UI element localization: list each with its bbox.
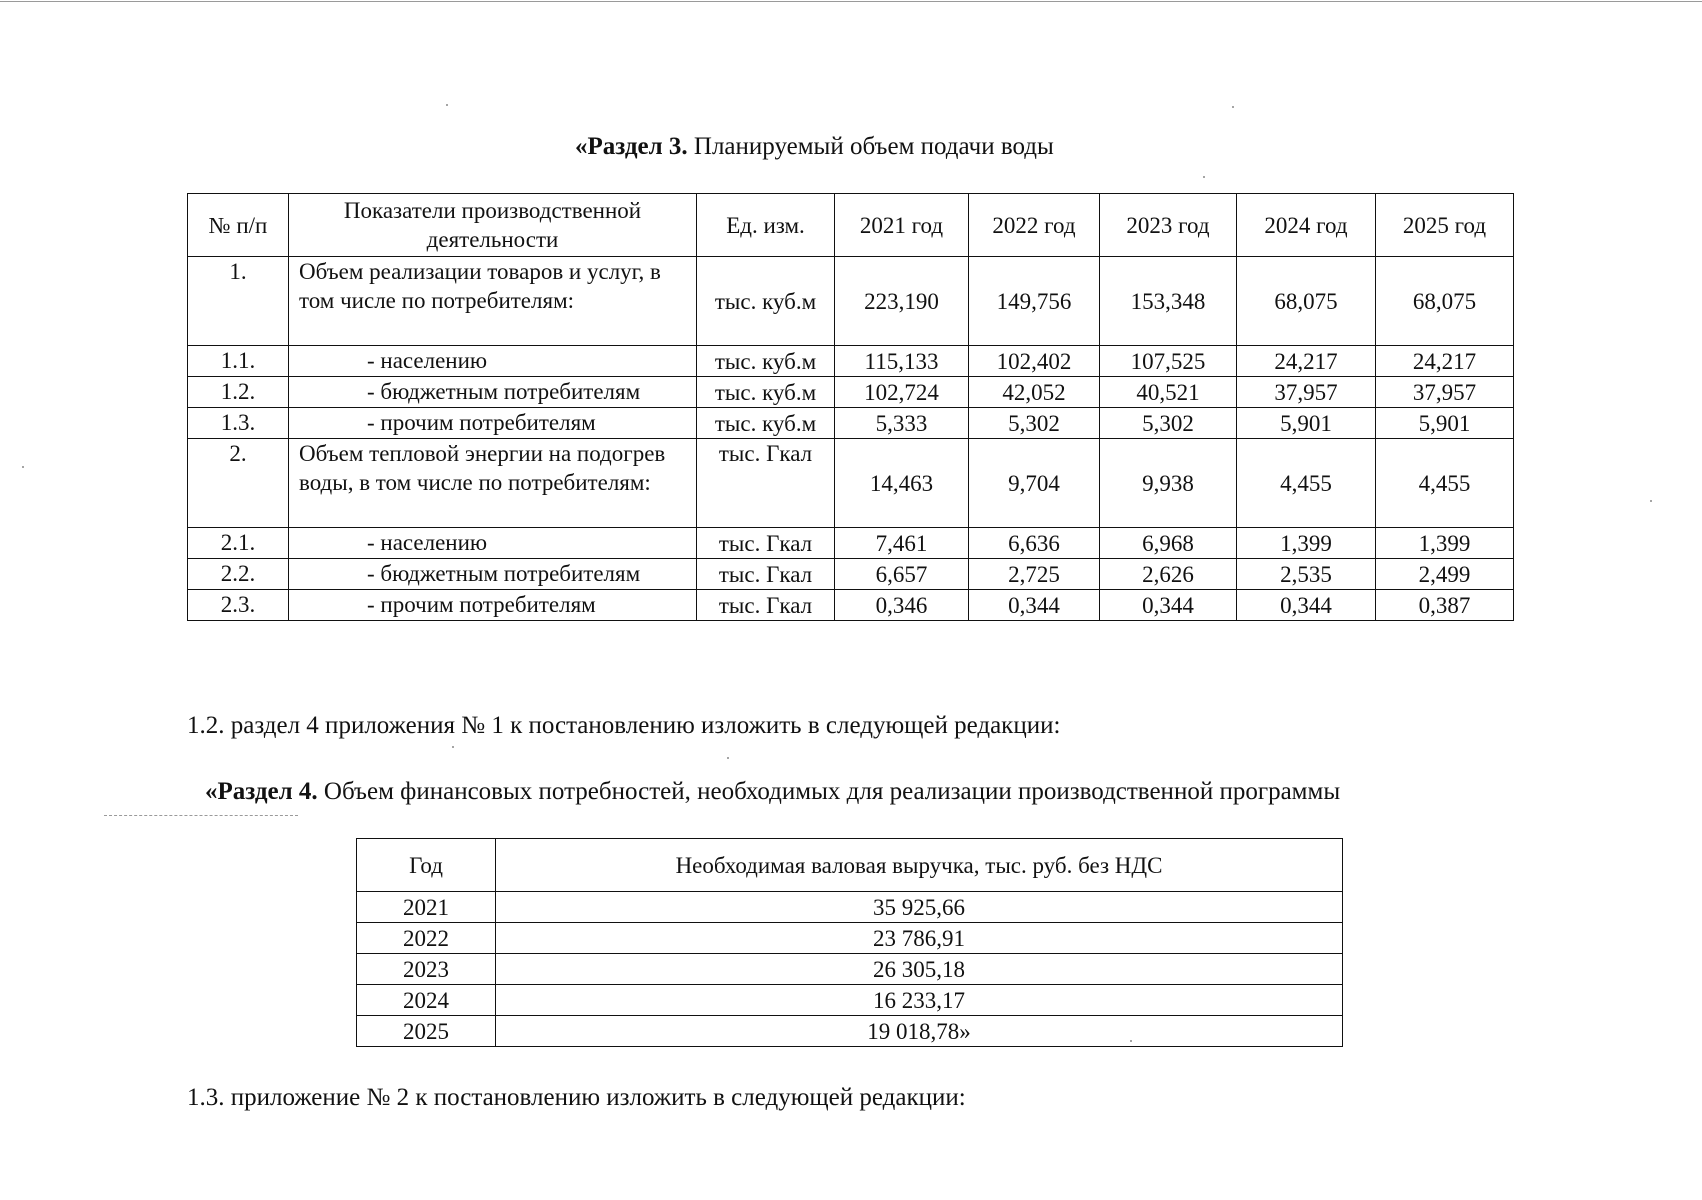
- value-cell: 5,901: [1237, 408, 1376, 439]
- value-cell: 6,657: [835, 559, 969, 590]
- value-cell: 2,535: [1237, 559, 1376, 590]
- value-cell: 149,756: [969, 257, 1100, 346]
- row-unit: тыс. куб.м: [697, 377, 835, 408]
- row-indicator: - населению: [289, 346, 697, 377]
- value-cell: 6,968: [1100, 528, 1237, 559]
- value-cell: 7,461: [835, 528, 969, 559]
- scan-speck: [1650, 500, 1652, 502]
- row-number: 1.3.: [188, 408, 289, 439]
- header-cell: Ед. изм.: [697, 194, 835, 257]
- row-indicator: - бюджетным потребителям: [289, 559, 697, 590]
- scan-top-edge: [0, 1, 1702, 2]
- table-row: [357, 923, 1343, 954]
- financial-needs-table: [356, 838, 1343, 1047]
- year-cell: 2025: [357, 1016, 496, 1047]
- header-cell: 2025 год: [1376, 194, 1514, 257]
- value-cell: 37,957: [1376, 377, 1514, 408]
- value-cell: 1,399: [1237, 528, 1376, 559]
- section-4-heading: [205, 779, 1340, 804]
- scan-speck: [452, 746, 454, 748]
- section-3-prefix: «Раздел 3.: [575, 133, 688, 160]
- row-unit: тыс. куб.м: [697, 408, 835, 439]
- value-cell: 14,463: [835, 439, 969, 528]
- row-number: 2.3.: [188, 590, 289, 621]
- scan-speck: [446, 104, 448, 106]
- row-number: 2.2.: [188, 559, 289, 590]
- value-cell: 0,344: [1237, 590, 1376, 621]
- scan-speck: [1203, 176, 1205, 178]
- value-cell: 0,344: [1100, 590, 1237, 621]
- table-row: [188, 257, 1514, 346]
- value-cell: 4,455: [1376, 439, 1514, 528]
- value-cell: 9,938: [1100, 439, 1237, 528]
- revenue-cell: 16 233,17: [496, 985, 1343, 1016]
- row-number: 2.: [188, 439, 289, 528]
- value-cell: 0,344: [969, 590, 1100, 621]
- value-cell: 107,525: [1100, 346, 1237, 377]
- value-cell: 0,346: [835, 590, 969, 621]
- value-cell: 40,521: [1100, 377, 1237, 408]
- value-cell: 5,333: [835, 408, 969, 439]
- table-row: [188, 377, 1514, 408]
- row-indicator: - бюджетным потребителям: [289, 377, 697, 408]
- value-cell: 2,499: [1376, 559, 1514, 590]
- value-cell: 68,075: [1376, 257, 1514, 346]
- value-cell: 115,133: [835, 346, 969, 377]
- table-row: [188, 590, 1514, 621]
- section-4-title: Объем финансовых потребностей, необходимых для реализации производственной программы: [323, 778, 1341, 805]
- section-3-heading: [575, 134, 1054, 159]
- year-cell: 2024: [357, 985, 496, 1016]
- water-supply-table: [187, 193, 1514, 621]
- value-cell: 5,901: [1376, 408, 1514, 439]
- revenue-cell: 35 925,66: [496, 892, 1343, 923]
- value-cell: 2,626: [1100, 559, 1237, 590]
- year-cell: 2022: [357, 923, 496, 954]
- scan-speck: [727, 757, 729, 759]
- row-indicator: Объем тепловой энергии на подогрев воды, в том числе по потребителям:: [289, 439, 697, 528]
- value-cell: 153,348: [1100, 257, 1237, 346]
- value-cell: 223,190: [835, 257, 969, 346]
- table-row: [188, 408, 1514, 439]
- year-cell: 2023: [357, 954, 496, 985]
- table-row: [357, 1016, 1343, 1047]
- row-unit: тыс. куб.м: [697, 346, 835, 377]
- value-cell: 4,455: [1237, 439, 1376, 528]
- value-cell: 37,957: [1237, 377, 1376, 408]
- table-row: [188, 528, 1514, 559]
- table-row: [357, 985, 1343, 1016]
- row-unit: тыс. Гкал: [697, 439, 835, 528]
- row-indicator: - населению: [289, 528, 697, 559]
- revenue-cell: 19 018,78»: [496, 1016, 1343, 1047]
- value-cell: 6,636: [969, 528, 1100, 559]
- value-cell: 102,724: [835, 377, 969, 408]
- paragraph-1-3: 1.3. приложение № 2 к постановлению изложить в следующей редакции:: [187, 1084, 966, 1111]
- value-cell: 24,217: [1237, 346, 1376, 377]
- header-cell: Год: [357, 839, 496, 892]
- row-number: 1.2.: [188, 377, 289, 408]
- row-indicator: Объем реализации товаров и услуг, в том числе по потребителям:: [289, 257, 697, 346]
- header-cell: Показатели производственной деятельности: [289, 194, 697, 257]
- revenue-cell: 26 305,18: [496, 954, 1343, 985]
- table-header-row: [188, 194, 1514, 257]
- value-cell: 68,075: [1237, 257, 1376, 346]
- section-3-title: Планируемый объем подачи воды: [693, 133, 1054, 160]
- header-cell: 2022 год: [969, 194, 1100, 257]
- row-number: 1.: [188, 257, 289, 346]
- value-cell: 0,387: [1376, 590, 1514, 621]
- row-number: 2.1.: [188, 528, 289, 559]
- paragraph-1-2: 1.2. раздел 4 приложения № 1 к постановлению изложить в следующей редакции:: [187, 712, 1061, 739]
- scan-speck: [1232, 106, 1234, 108]
- table-row: [188, 559, 1514, 590]
- row-indicator: - прочим потребителям: [289, 590, 697, 621]
- value-cell: 9,704: [969, 439, 1100, 528]
- revenue-cell: 23 786,91: [496, 923, 1343, 954]
- value-cell: 1,399: [1376, 528, 1514, 559]
- header-cell: № п/п: [188, 194, 289, 257]
- row-number: 1.1.: [188, 346, 289, 377]
- scan-speck: [22, 466, 24, 468]
- row-unit: тыс. Гкал: [697, 559, 835, 590]
- value-cell: 5,302: [1100, 408, 1237, 439]
- value-cell: 5,302: [969, 408, 1100, 439]
- table-row: [188, 439, 1514, 528]
- row-indicator: - прочим потребителям: [289, 408, 697, 439]
- value-cell: 42,052: [969, 377, 1100, 408]
- table-header-row: [357, 839, 1343, 892]
- header-cell: Необходимая валовая выручка, тыс. руб. без НДС: [496, 839, 1343, 892]
- table-row: [188, 346, 1514, 377]
- table-row: [357, 954, 1343, 985]
- value-cell: 102,402: [969, 346, 1100, 377]
- header-cell: 2024 год: [1237, 194, 1376, 257]
- header-cell: 2023 год: [1100, 194, 1237, 257]
- header-cell: 2021 год: [835, 194, 969, 257]
- scan-artifact-line: [104, 815, 298, 816]
- table-row: [357, 892, 1343, 923]
- value-cell: 2,725: [969, 559, 1100, 590]
- row-unit: тыс. Гкал: [697, 528, 835, 559]
- value-cell: 24,217: [1376, 346, 1514, 377]
- section-4-prefix: «Раздел 4.: [205, 778, 318, 805]
- year-cell: 2021: [357, 892, 496, 923]
- row-unit: тыс. куб.м: [697, 257, 835, 346]
- row-unit: тыс. Гкал: [697, 590, 835, 621]
